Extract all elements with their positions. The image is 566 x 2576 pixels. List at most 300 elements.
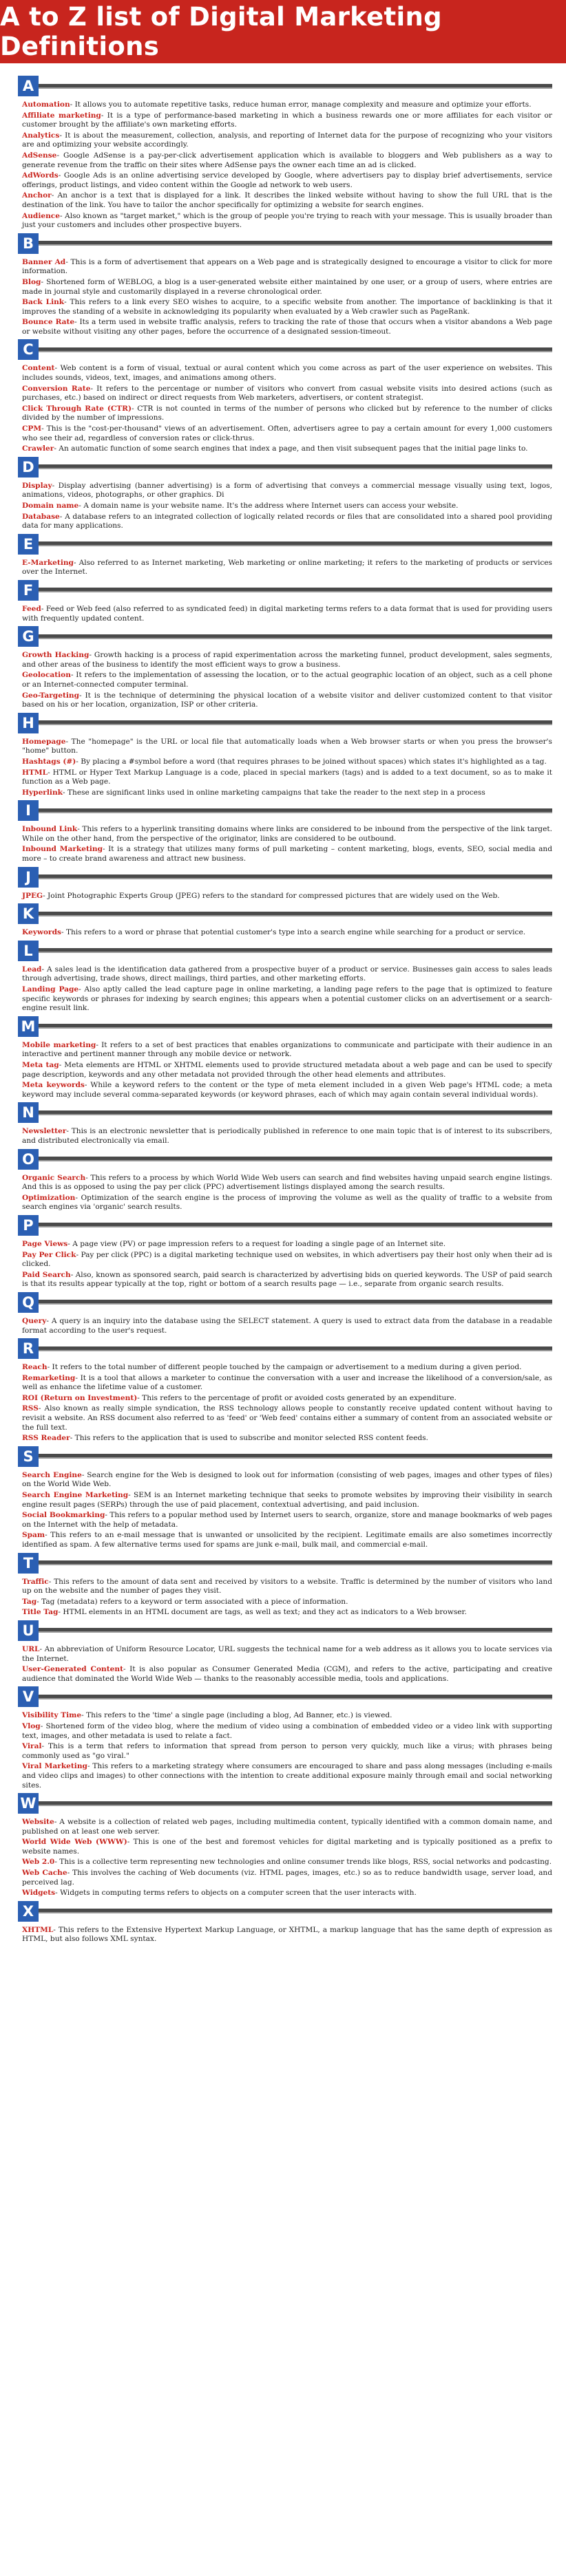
definition-entry [22,1869,552,1887]
term-definition: - This is an electronic newsletter that is periodically published in reference to one main topic that is of interest to its subscribers, and distributed electronically via email. [22,1127,552,1145]
definition-entry [22,651,552,669]
term-name: Remarketing [22,1373,76,1382]
term-name: Audience [22,211,60,220]
section-divider [39,347,552,352]
definition-entry [22,1722,552,1741]
section-letter-badge: F [18,580,39,601]
term-name: XHTML [22,1925,54,1934]
definition-entry [22,1838,552,1856]
term-name: Web Cache [22,1869,67,1878]
definition-entry [22,1434,552,1443]
term-name: Social Bookmarking [22,1511,105,1520]
term-name: Viral [22,1742,42,1751]
term-definition: - Google AdSense is a pay-per-click advertisement application which is available to bloggers and Web publishers as a way to generate revenue from the traffic on their sites where AdSense pays the owner each time an ad is clicked. [22,151,552,169]
term-definition: - This refers to the 'time' a single page (including a blog, Ad Banner, etc.) is viewed. [81,1711,392,1720]
term-name: Pay Per Click [22,1250,76,1259]
term-name: Viral Marketing [22,1762,87,1771]
term-name: RSS [22,1404,39,1413]
section-header [18,1901,552,1922]
term-definition: - By placing a #symbol before a word (that requires phrases to be joined without spaces) which states it's highlighted as a tag. [76,757,547,766]
definition-entry [22,965,552,984]
section-divider [39,808,552,813]
term-definition: - It refers to the implementation of assessing the location, or to the actual geographic location of an object, such as a cell phone or an Internet-connected computer terminal. [22,671,552,689]
section-divider [39,634,552,639]
term-definition: - It is also popular as Consumer Generated Media (CGM), and refers to the active, participating and creative audience that dominated the World Wide Web — thanks to the reasonably accessible media, tools and applications. [22,1665,552,1683]
letter-section-d [18,457,552,531]
term-name: Keywords [22,928,62,937]
section-divider [39,912,552,916]
section-letter-badge: C [18,339,39,360]
section-letter-badge: U [18,1620,39,1641]
section-letter-badge: R [18,1338,39,1359]
term-name: Database [22,512,60,521]
term-name: Page Views [22,1239,68,1248]
term-name: Website [22,1818,54,1827]
section-header [18,1620,552,1641]
definition-entry [22,212,552,230]
section-letter-badge: J [18,867,39,888]
definition-entry [22,559,552,577]
section-letter-badge: V [18,1686,39,1707]
section-divider [39,1560,552,1565]
section-divider [39,1157,552,1161]
section-letter-badge: K [18,903,39,924]
term-definition: - Pay per click (PPC) is a digital marketing technique used on websites, in which advertisers pay their host only when their ad is clicked. [22,1250,552,1269]
definition-entry [22,1363,552,1373]
section-header [18,1149,552,1170]
term-name: Display [22,481,52,490]
definition-entry [22,1711,552,1721]
term-definition: - Also known as really simple syndication, the RSS technology allows people to constantly receive updated content without having to revisit a website. An RSS document also referred to as 'feed' or 'Web feed' contains either a summary of content from an associated website or the full text. [22,1404,552,1432]
section-letter-badge: N [18,1102,39,1123]
term-definition: - A sales lead is the identification data gathered from a prospective buyer of a product or service. Businesses gain access to sales leads through advertising, trade shows, direct mailings, third parties, and other marketing efforts. [22,965,552,983]
section-header [18,1793,552,1814]
definition-entry [22,1251,552,1269]
term-definition: - This is one of the best and foremost vehicles for digital marketing and is typically positioned as a prefix to website names. [22,1838,552,1856]
term-name: Geo-Targeting [22,691,79,700]
term-name: E-Marketing [22,558,74,567]
section-divider [39,1628,552,1633]
term-name: Inbound Marketing [22,845,103,854]
definition-entry [22,1127,552,1146]
definition-entry [22,1762,552,1790]
definition-entry [22,1471,552,1490]
term-name: Analytics [22,131,60,140]
definition-entry [22,758,552,767]
term-definition: - This refers to a process by which World Wide Web users can search and find websites having unpaid search engine listings. And this is as opposed to using the pay per click (PPC) advertisement listings displayed among the search results. [22,1173,553,1192]
term-definition: - A website is a collection of related web pages, including multimedia content, typically identified with a common domain name, and published on at least one web server. [22,1818,552,1836]
section-letter-badge: S [18,1446,39,1467]
letter-section-w [18,1793,552,1898]
term-name: JPEG [22,891,43,900]
term-name: Hyperlink [22,788,63,797]
term-name: Tag [22,1597,37,1606]
section-letter-badge: H [18,713,39,733]
section-divider [39,1223,552,1227]
section-header [18,1102,552,1123]
definition-entry [22,425,552,443]
term-definition: - Also, known as sponsored search, paid search is characterized by advertising bids on queried keywords. The USP of paid search is that its results appear typically at the top, right or bottom of a search results page — i.e., separate from organic search results. [22,1270,552,1289]
section-divider [39,1346,552,1351]
letter-section-c [18,339,552,453]
definition-entry [22,1271,552,1289]
term-definition: - HTML or Hyper Text Markup Language is a code, placed in special markers (tags) and is added to a text document, so as to make it function as a Web page. [22,768,552,786]
term-definition: - This refers to an e-mail message that is unwanted or unsolicited by the recipient. Legitimate emails are also sometimes incorrectly identified as spam. A few alternative terms used for spams are junk e-mail, bulk mail, and commercial e-mail. [22,1531,552,1549]
section-header [18,1016,552,1037]
term-name: Homepage [22,737,66,746]
term-definition: - Meta elements are HTML or XHTML elements used to provide structured metadata about a web page and can be used to specify page description, keywords and any other metadata not provided through the other head elements and attributes. [22,1061,552,1079]
term-definition: - SEM is an Internet marketing technique that seeks to promote websites by improving their visibility in search engine result pages (SERPs) through the use of paid placement, contextual advertising, and paid inclusion. [22,1491,553,1509]
definition-entry [22,1858,552,1867]
term-definition: - This refers to the Extensive Hypertext Markup Language, or XHTML, a markup language that has the same depth of expression as HTML, but also follows XML syntax. [22,1925,552,1944]
section-divider [39,464,552,469]
section-letter-badge: I [18,800,39,821]
letter-section-i [18,800,552,863]
term-name: Hashtags (#) [22,757,76,766]
term-definition: - Feed or Web feed (also referred to as syndicated feed) in digital marketing terms refers to a data format that is used for providing users with frequently updated content. [22,604,552,623]
term-definition: - While a keyword refers to the content or the type of meta element included in a given Web page's HTML code; a meta keyword may include several comma-separated keywords (or keyword phrases, each of which may again contain several individual words). [22,1081,553,1099]
section-letter-badge: A [18,76,39,96]
term-name: Banner Ad [22,257,66,266]
letter-section-g [18,626,552,710]
definition-entry [22,1889,552,1898]
term-definition: - An abbreviation of Uniform Resource Locator, URL suggests the technical name for a web address as it allows you to locate services via the Internet. [22,1644,552,1663]
section-divider [39,948,552,953]
definition-entry [22,1578,552,1596]
term-definition: - This refers to a hyperlink transiting domains where links are considered to be inbound from the perspective of the link target. While on the other hand, from the perspective of the originator, links are considered to be outbound. [22,825,552,843]
term-definition: - This is a collective term representing new technologies and online consumer trends like blogs, RSS, social networks and podcasting. [54,1858,552,1867]
term-definition: - This refers to the application that is used to subscribe and monitor selected RSS content feeds. [70,1434,428,1443]
term-name: Lead [22,965,42,974]
section-divider [39,1454,552,1459]
term-name: Optimization [22,1193,76,1202]
term-name: Growth Hacking [22,651,90,660]
definition-entry [22,605,552,623]
term-definition: - Web content is a form of visual, textual or aural content which you come across as part of the user experience on websites. This includes sounds, videos, text, images, and animations among others. [22,364,552,383]
section-divider [39,1110,552,1115]
term-name: Click Through Rate (CTR) [22,404,132,413]
definition-entry [22,1394,552,1404]
section-divider [39,1024,552,1029]
term-definition: - This refers to a popular method used by Internet users to search, organize, store and manage bookmarks of web pages on the Internet with the help of metadata. [22,1511,552,1529]
term-definition: - Also aptly called the lead capture page in online marketing, a landing page refers to the page that is optimized to feature specific keywords or phrases for indexing by search engines; this appears when a potential customer clicks on an advertisement or a search-engine result link. [22,985,552,1013]
term-name: Conversion Rate [22,384,91,393]
definition-entry [22,278,552,297]
definition-entry [22,482,552,500]
definition-entry [22,738,552,756]
term-name: Landing Page [22,985,79,994]
term-definition: - This refers to the percentage of profit or avoided costs generated by an expenditure. [137,1393,457,1402]
term-definition: - These are significant links used in online marketing campaigns that take the reader to the next step in a process [63,788,485,797]
definition-entry [22,444,552,454]
definition-entry [22,151,552,170]
term-name: Reach [22,1363,48,1372]
term-name: Feed [22,604,41,613]
letter-section-v [18,1686,552,1790]
letter-section-u [18,1620,552,1684]
term-definition: - This refers to a word or phrase that potential customer's type into a search engine while searching for a product or service. [61,928,526,937]
section-header [18,713,552,733]
term-definition: - Shortened form of the video blog, where the medium of video using a combination of embedded video or a video link with supporting text, images, and other metadata is used to relate a fact. [22,1721,552,1740]
letter-section-e [18,534,552,577]
letter-section-t [18,1553,552,1618]
term-definition: - Tag (metadata) refers to a keyword or term associated with a piece of information. [36,1597,348,1606]
definition-entry [22,1742,552,1761]
definition-entry [22,1665,552,1684]
term-name: Traffic [22,1577,49,1586]
term-definition: - A database refers to an integrated collection of logically related records or files that are consolidated into a shared pool providing data for many applications. [22,512,552,530]
term-definition: - Also known as "target market," which is the group of people you're trying to reach with your message. This is usually broader than just your customers and includes other prospective buyers. [22,211,552,230]
section-letter-badge: L [18,941,39,961]
term-definition: - Growth hacking is a process of rapid experimentation across the marketing funnel, product development, sales segments, and other areas of the business to identify the most efficient ways to grow a business. [22,651,552,669]
term-definition: - Its a term used in website traffic analysis, refers to tracking the rate of those that occurs when a visitor abandons a Web page or website without visiting any other pages, before the occurrence of a designated session-timeout. [22,318,552,336]
term-definition: - CTR is not counted in terms of the number of persons who clicked but by reference to the number of clicks divided by the number of impressions. [22,404,552,422]
title-banner [0,0,566,63]
definition-entry [22,691,552,710]
definition-entry [22,1194,552,1212]
definition-entry [22,111,552,130]
term-name: Vlog [22,1721,41,1730]
section-header [18,1292,552,1313]
definition-entry [22,788,552,798]
section-divider [39,541,552,546]
term-name: World Wide Web (WWW) [22,1838,127,1847]
section-header [18,867,552,888]
term-definition: - A domain name is your website name. It's the address where Internet users can access your website. [78,502,459,510]
section-header [18,903,552,924]
definition-entry [22,928,552,938]
term-definition: - It is the technique of determining the physical location of a website visitor and deliver customized content to that visitor based on his or her location, organization, ISP or other criteria. [22,691,552,709]
section-header [18,1686,552,1707]
definition-entry [22,1404,552,1432]
letter-section-n [18,1102,552,1146]
term-name: Mobile marketing [22,1040,96,1049]
section-divider [39,1300,552,1305]
term-definition: - This refers to a link every SEO wishes to acquire, to a specific website from another. The importance of backlinking is that it improves the standing of a website in acknowledging its popularity when evaluated by a Web crawler such as PageRank. [22,298,552,316]
definition-entry [22,1818,552,1836]
section-letter-badge: B [18,233,39,254]
term-definition: - It is a tool that allows a marketer to continue the conversation with a user and increase the likelihood of a conversion/sale, as well as enhance the lifetime value of a customer. [22,1373,552,1392]
section-header [18,580,552,601]
term-definition: - This is a form of advertisement that appears on a Web page and is strategically designed to encourage a visitor to click for more information. [22,257,553,276]
section-header [18,1446,552,1467]
term-definition: - This is the "cost-per-thousand" views of an advertisement. Often, advertisers agree to pay a certain amount for every 1,000 customers who see their ad, regardless of conversion rates or click-thrus. [22,425,552,442]
definition-entry [22,671,552,689]
letter-section-k [18,903,552,938]
term-name: Content [22,364,55,373]
section-header [18,1215,552,1236]
term-name: Search Engine Marketing [22,1491,129,1500]
section-divider [39,874,552,879]
term-name: Spam [22,1531,45,1540]
definition-entry [22,385,552,403]
term-definition: - Display advertising (banner advertising) is a form of advertising that conveys a commercial message visually using text, logos, animations, videos, photographs, or other graphics. Di [22,481,552,500]
letter-section-x [18,1901,552,1944]
section-header [18,1338,552,1359]
term-definition: - This is a term that refers to information that spread from person to person very quickly, much like a virus; with phrases being commonly used as "go viral." [22,1742,552,1760]
definition-entry [22,892,552,901]
section-letter-badge: P [18,1215,39,1236]
term-definition: - It is a type of performance-based marketing in which a business rewards one or more affiliates for each visitor or customer brought by the affiliate's own marketing efforts. [22,111,552,129]
term-definition: - It refers to the total number of different people touched by the campaign or advertisement to a medium during a given period. [47,1363,522,1372]
section-letter-badge: T [18,1553,39,1574]
definition-entry [22,1598,552,1607]
term-name: AdSense [22,151,57,160]
term-definition: - Optimization of the search engine is the process of improving the volume as well as the quality of traffic to a website from search engines via 'organic' search results. [22,1193,552,1212]
letter-section-j [18,867,552,901]
definition-entry [22,769,552,787]
definition-entry [22,1061,552,1080]
definition-entry [22,1531,552,1549]
term-definition: - This refers to the amount of data sent and received by visitors to a website. Traffic is determined by the number of visitors who land up on the website and the number of pages they visit. [22,1577,552,1596]
letter-section-l [18,941,552,1013]
term-definition: - Joint Photographic Experts Group (JPEG) refers to the standard for compressed pictures that are widely used on the Web. [43,891,500,900]
term-name: Bounce Rate [22,318,75,327]
definitions-list [0,76,566,1944]
term-name: Back Link [22,298,65,307]
letter-section-f [18,580,552,623]
term-definition: - An automatic function of some search engines that index a page, and then visit subsequent pages that the initial page links to. [54,444,528,453]
term-name: Search Engine [22,1470,82,1479]
letter-section-s [18,1446,552,1550]
term-definition: - Shortened form of WEBLOG, a blog is a user-generated website either maintained by one user, or a group of users, where entries are made in journal style and customarily displayed in a reverse chronological order. [22,277,552,296]
term-name: ROI (Return on Investment) [22,1393,138,1402]
term-name: Widgets [22,1889,56,1898]
definition-entry [22,191,552,210]
term-name: Meta tag [22,1061,59,1069]
term-name: HTML [22,768,48,777]
definition-entry [22,364,552,383]
definition-entry [22,1374,552,1393]
section-divider [39,241,552,246]
term-definition: - It allows you to automate repetitive tasks, reduce human error, manage complexity and measure and optimize your efforts. [70,100,532,109]
definition-entry [22,1317,552,1335]
definition-entry [22,1608,552,1618]
letter-section-p [18,1215,552,1289]
section-divider [39,84,552,89]
definition-entry [22,258,552,277]
section-header [18,233,552,254]
section-divider [39,1909,552,1913]
term-name: Blog [22,277,41,286]
letter-section-o [18,1149,552,1212]
definition-entry [22,502,552,511]
definition-entry [22,1240,552,1249]
term-name: User-Generated Content [22,1665,123,1674]
letter-section-r [18,1338,552,1443]
definition-entry [22,298,552,316]
page-title: A to Z list of Digital Marketing Definitions [0,2,442,61]
definition-entry [22,1174,552,1192]
term-name: Geolocation [22,671,71,680]
term-name: AdWords [22,171,59,180]
definition-entry [22,1926,552,1944]
term-definition: - HTML elements in an HTML document are tags, as well as text; and they act as indicators to a Web browser. [58,1608,467,1617]
term-definition: - An anchor is a text that is displayed for a link. It describes the linked website without having to show the full URL that is the destination of the link. You have to tailor the anchor specifically for optimizing a website for search engines. [22,191,552,209]
definition-entry [22,825,552,844]
term-name: RSS Reader [22,1434,70,1443]
section-letter-badge: O [18,1149,39,1170]
term-name: URL [22,1644,40,1653]
section-divider [39,720,552,725]
section-header [18,941,552,961]
term-definition: - A query is an inquiry into the database using the SELECT statement. A query is used to extract data from the database in a readable format according to the user's request. [22,1316,552,1335]
definition-entry [22,1645,552,1664]
term-definition: - It is a strategy that utilizes many forms of pull marketing – content marketing, blogs, events, SEO, social media and more – to create brand awareness and attract new business. [22,845,552,863]
term-name: Affiliate marketing [22,111,101,120]
term-name: Anchor [22,191,52,200]
term-definition: - It refers to the percentage or number of visitors who convert from casual website visits into desired actions (such as purchases, etc.) based on indirect or direct requests from Web marketers, advertisers, or content strategist. [22,384,552,402]
definition-entry [22,1511,552,1530]
definition-entry [22,845,552,863]
letter-section-a [18,76,552,230]
section-header [18,534,552,555]
term-name: CPM [22,425,42,433]
letter-section-m [18,1016,552,1100]
definition-entry [22,131,552,150]
term-name: Organic Search [22,1173,86,1182]
term-name: Newsletter [22,1127,67,1136]
section-header [18,76,552,96]
letter-section-b [18,233,552,337]
definition-entry [22,1491,552,1510]
term-definition: - It refers to a set of best practices that enables organizations to communicate and participate with their audience in an interactive and pertinent manner through any mobile device or network. [22,1040,552,1059]
term-definition: - Search engine for the Web is designed to look out for information (consisting of web pages, images and other types of files) on the World Wide Web. [22,1470,553,1489]
section-divider [39,1695,552,1699]
term-name: Meta keywords [22,1081,85,1090]
section-header [18,800,552,821]
definition-entry [22,405,552,423]
term-name: Title Tag [22,1608,59,1617]
definition-entry [22,1041,552,1060]
term-name: Query [22,1316,47,1325]
term-definition: - It is about the measurement, collection, analysis, and reporting of Internet data for the purpose of recognizing who your visitors are and optimizing your website accordingly. [22,131,552,149]
section-divider [39,1801,552,1806]
definition-entry [22,513,552,531]
term-definition: - A page view (PV) or page impression refers to a request for loading a single page of an Internet site. [67,1239,446,1248]
section-letter-badge: W [18,1793,39,1814]
section-letter-badge: X [18,1901,39,1922]
section-letter-badge: Q [18,1292,39,1313]
letter-section-h [18,713,552,798]
term-definition: - Also referred to as Internet marketing, Web marketing or online marketing; it refers to the marketing of products or services over the Internet. [22,558,552,577]
term-name: Web 2.0 [22,1858,55,1867]
term-definition: - Google Ads is an online advertising service developed by Google, where advertisers pay to display brief advertisements, service offerings, product listings, and video content within the Google ad network to web users. [22,171,552,189]
term-definition: - Widgets in computing terms refers to objects on a computer screen that the user interacts with. [55,1889,417,1898]
section-header [18,339,552,360]
section-letter-badge: D [18,457,39,477]
definition-entry [22,985,552,1013]
term-name: Paid Search [22,1270,71,1279]
section-letter-badge: M [18,1016,39,1037]
section-letter-badge: E [18,534,39,555]
term-name: Inbound Link [22,825,78,834]
term-name: Crawler [22,444,54,453]
section-header [18,1553,552,1574]
term-definition: - The "homepage" is the URL or local file that automatically loads when a Web browser starts or when you press the browser's "home" button. [22,737,552,755]
section-divider [39,588,552,592]
section-header [18,457,552,477]
definition-entry [22,318,552,336]
section-header [18,626,552,647]
letter-section-q [18,1292,552,1335]
definition-entry [22,171,552,190]
definition-entry [22,1081,552,1099]
term-definition: - This involves the caching of Web documents (viz. HTML pages, images, etc.) so as to reduce bandwidth usage, server load, and perceived lag. [22,1869,552,1887]
term-definition: - This refers to a marketing strategy where consumers are encouraged to share and pass along messages (including e-mails and video clips and images) to other connections with the intention to create additional exposure mainly through email and social networking sites. [22,1762,552,1790]
term-name: Domain name [22,502,79,510]
term-name: Automation [22,100,70,109]
